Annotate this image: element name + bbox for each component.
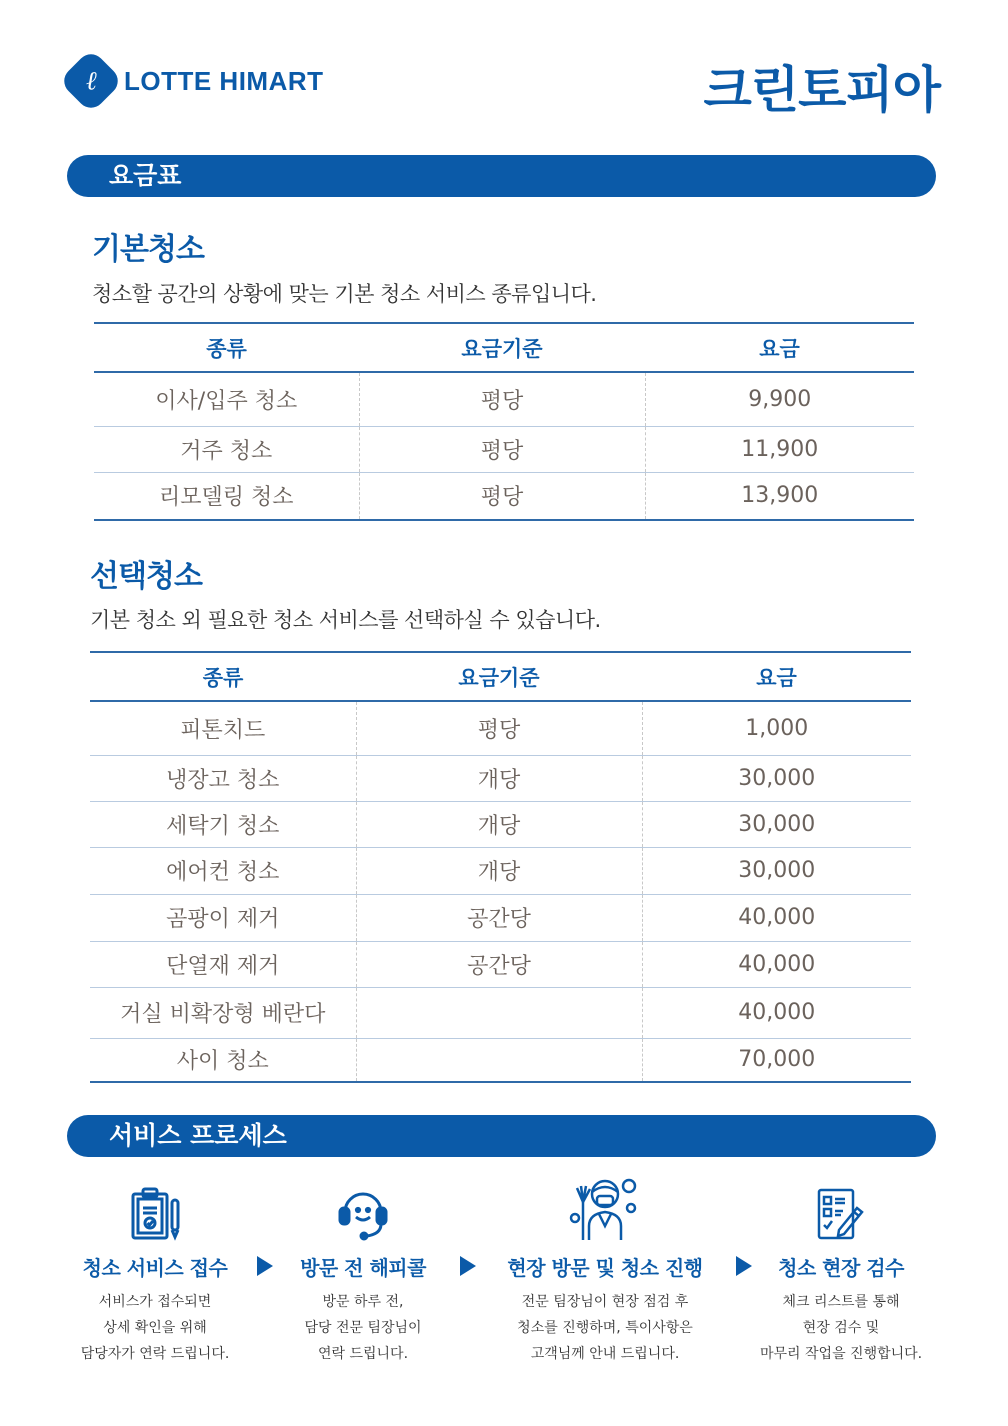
cell-basis: 평당 — [359, 426, 645, 472]
cell-basis: 개당 — [356, 801, 642, 847]
cell-basis — [356, 1038, 642, 1082]
table-row — [94, 426, 914, 472]
brand-title: 크린토피아 — [703, 61, 940, 119]
cell-price: 30,000 — [642, 755, 911, 801]
table-row — [90, 987, 911, 1038]
optional-cleaning-title: 선택청소 — [90, 559, 202, 594]
clipboard-check-icon — [70, 1180, 240, 1242]
step-description — [282, 1289, 444, 1367]
step-desc-line: 상세 확인을 위해 — [103, 1320, 207, 1336]
lotte-himart-logo — [68, 58, 324, 104]
cell-basis: 개당 — [356, 755, 642, 801]
step-title: 방문 전 해피콜 — [300, 1256, 426, 1280]
cell-basis — [356, 987, 642, 1038]
cell-type: 거주 청소 — [94, 426, 359, 472]
cell-basis: 평당 — [359, 372, 645, 426]
step-desc-line: 마무리 작업을 진행합니다. — [760, 1346, 923, 1362]
table-row — [90, 894, 911, 941]
table-row — [90, 1038, 911, 1082]
cell-type: 단열재 제거 — [90, 941, 356, 987]
column-header-type: 종류 — [90, 652, 356, 701]
table-row — [90, 801, 911, 847]
lotte-logo-mark-icon — [58, 48, 123, 113]
optional-cleaning-description: 기본 청소 외 필요한 청소 서비스를 선택하실 수 있습니다. — [90, 608, 601, 632]
cell-type: 이사/입주 청소 — [94, 372, 359, 426]
checklist-icon — [760, 1180, 922, 1242]
process-step-3 — [490, 1180, 720, 1367]
cell-price: 30,000 — [642, 801, 911, 847]
step-desc-line: 방문 하루 전, — [322, 1294, 404, 1310]
cell-basis: 공간당 — [356, 941, 642, 987]
table-row — [90, 701, 911, 755]
table-header-row — [90, 652, 911, 701]
cell-type: 냉장고 청소 — [90, 755, 356, 801]
step-desc-line: 연락 드립니다. — [317, 1346, 409, 1362]
step-title: 청소 서비스 접수 — [82, 1256, 228, 1280]
arrow-right-icon — [460, 1256, 476, 1276]
basic-cleaning-description: 청소할 공간의 상황에 맞는 기본 청소 서비스 종류입니다. — [92, 282, 597, 306]
step-description — [70, 1289, 240, 1367]
logo-mark-glyph: ℓ — [85, 66, 97, 96]
cell-price: 30,000 — [642, 847, 911, 894]
step-desc-line: 고객님께 안내 드립니다. — [530, 1346, 680, 1362]
cell-type: 세탁기 청소 — [90, 801, 356, 847]
process-step-1 — [70, 1180, 240, 1367]
table-row — [94, 472, 914, 520]
arrow-right-icon — [736, 1256, 752, 1276]
step-description — [760, 1289, 922, 1367]
column-header-type: 종류 — [94, 323, 359, 372]
cell-price: 13,900 — [645, 472, 914, 520]
cell-type: 거실 비확장형 베란다 — [90, 987, 356, 1038]
table-row — [90, 847, 911, 894]
step-desc-line: 현장 검수 및 — [802, 1320, 880, 1336]
step-desc-line: 전문 팀장님이 현장 점검 후 — [521, 1294, 689, 1310]
cell-type: 에어컨 청소 — [90, 847, 356, 894]
table-row — [94, 372, 914, 426]
step-desc-line: 담당 전문 팀장님이 — [304, 1320, 422, 1336]
step-desc-line: 담당자가 연락 드립니다. — [80, 1346, 230, 1362]
column-header-basis: 요금기준 — [359, 323, 645, 372]
table-header-row — [94, 323, 914, 372]
column-header-basis: 요금기준 — [356, 652, 642, 701]
cell-basis: 개당 — [356, 847, 642, 894]
process-step-4 — [760, 1180, 922, 1367]
basic-price-table — [94, 322, 914, 521]
headset-icon — [282, 1180, 444, 1242]
logo-text: LOTTE HIMART — [124, 65, 324, 96]
table-row — [90, 755, 911, 801]
step-description — [490, 1289, 720, 1367]
cell-basis: 평당 — [356, 701, 642, 755]
cell-basis: 평당 — [359, 472, 645, 520]
cleaner-icon — [490, 1180, 720, 1242]
section-bar-price: 요금표 — [67, 155, 936, 197]
step-title: 청소 현장 검수 — [778, 1256, 904, 1280]
section-bar-process: 서비스 프로세스 — [67, 1115, 936, 1157]
table-row — [90, 941, 911, 987]
step-desc-line: 서비스가 접수되면 — [98, 1294, 212, 1310]
cell-price: 40,000 — [642, 987, 911, 1038]
step-desc-line: 체크 리스트를 통해 — [782, 1294, 900, 1310]
service-process — [70, 1180, 940, 1380]
column-header-price: 요금 — [645, 323, 914, 372]
cell-price: 40,000 — [642, 894, 911, 941]
cell-price: 11,900 — [645, 426, 914, 472]
optional-price-table — [90, 651, 911, 1083]
cell-price: 1,000 — [642, 701, 911, 755]
basic-cleaning-title: 기본청소 — [92, 232, 204, 267]
cell-price: 9,900 — [645, 372, 914, 426]
cell-type: 사이 청소 — [90, 1038, 356, 1082]
step-desc-line: 청소를 진행하며, 특이사항은 — [517, 1320, 693, 1336]
arrow-right-icon — [257, 1256, 273, 1276]
step-title: 현장 방문 및 청소 진행 — [507, 1256, 703, 1280]
column-header-price: 요금 — [642, 652, 911, 701]
cell-type: 곰팡이 제거 — [90, 894, 356, 941]
cell-basis: 공간당 — [356, 894, 642, 941]
cell-type: 리모델링 청소 — [94, 472, 359, 520]
cell-price: 70,000 — [642, 1038, 911, 1082]
process-step-2 — [282, 1180, 444, 1367]
cell-type: 피톤치드 — [90, 701, 356, 755]
cell-price: 40,000 — [642, 941, 911, 987]
